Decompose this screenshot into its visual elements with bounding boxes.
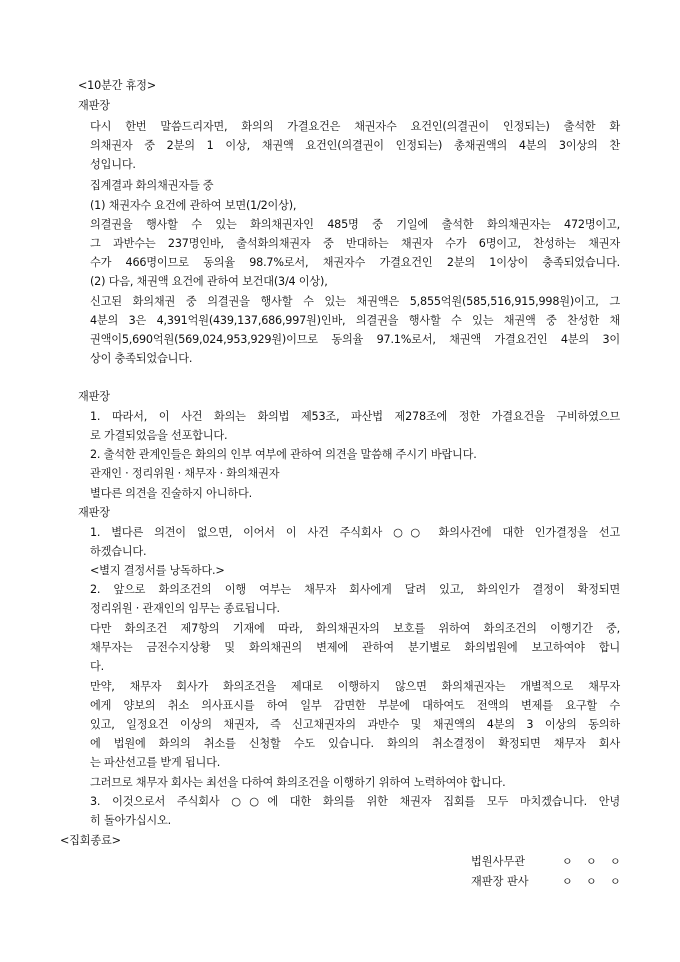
paragraph-line: 1. 별다른 의견이 없으면, 이어서 이 사건 주식회사 ○○ 화의사건에 대한 인가결정을 선고 (90, 526, 620, 539)
seal-mark: ㅇ (562, 855, 573, 868)
paragraph-line: 하겠습니다. (90, 545, 147, 558)
paragraph-line: 성입니다. (90, 158, 136, 171)
paragraph-line: 히 돌아가십시오. (90, 814, 171, 827)
paragraph-line: 그 과반수는 237명인바, 출석화의채권자 중 반대하는 채권자 수가 6명이고, 찬성하는 채권자 (90, 237, 620, 250)
seal-mark: ㅇ (610, 875, 621, 888)
paragraph-line: 2. 출석한 관계인들은 화의의 인부 여부에 관하여 의견을 말씀해 주시기 바랍니다. (90, 448, 477, 461)
paragraph-line: 있고, 일정요건 이상의 채권자, 즉 신고채권자의 과반수 및 채권액의 4분의 3 이상의 동의하 (90, 718, 620, 731)
speaker-label: 재판장 (78, 99, 110, 112)
speaker-label: 재판장 (78, 506, 110, 519)
paragraph-line: 는 파산선고를 받게 됩니다. (90, 756, 221, 769)
paragraph-line: 만약, 채무자 회사가 화의조건을 제대로 이행하지 않으면 화의채권자는 개별적으로 채무자 (90, 680, 620, 693)
paragraph-line: 신고된 화의채권 중 의결권을 행사할 수 있는 채권액은 5,855억원(585,516,915,998원)이고, 그 (90, 295, 620, 308)
paragraph-line: 다시 한번 말씀드리자면, 화의의 가결요건은 채권자수 요건인(의결권이 인정되는) 출석한 화 (90, 120, 620, 133)
speaker-label: 재판장 (78, 390, 110, 403)
paragraph-line: 에 법원에 화의의 취소를 신청할 수도 있습니다. 화의의 취소결정이 확정되면 채무자 회사 (90, 737, 620, 750)
signature-title-judge: 재판장 판사 (471, 875, 529, 888)
paragraph-line: 다. (90, 660, 104, 673)
paragraph-line: 집계결과 화의채권자들 중 (90, 179, 214, 192)
paragraph-line: 에게 양보의 취소 의사표시를 하여 일부 감면한 부분에 대하여도 전액의 변제를 요구할 수 (90, 699, 620, 712)
seal-mark: ㅇ (586, 875, 597, 888)
paragraph-line: 수가 466명이므로 동의율 98.7%로서, 채권자수 가결요건인 2분의 1이상이 충족되었습니다. (90, 256, 620, 269)
paragraph-line: 3. 이것으로서 주식회사 ○○에 대한 화의를 위한 채권자 집회를 모두 마치겠습니다. 안녕 (90, 795, 620, 808)
paragraph-line: 4분의 3은 4,391억원(439,137,686,997원)인바, 의결권을 행사할 수 있는 채권액 중 찬성한 채 (90, 314, 620, 327)
recess-note: <10분간 휴정> (78, 79, 156, 92)
seal-mark: ㅇ (610, 855, 621, 868)
paragraph-line: 다만 화의조건 제7항의 기재에 따라, 화의채권자의 보호를 위하여 화의조건의 이행기간 중, (90, 622, 620, 635)
paragraph-line: 의결권을 행사할 수 있는 화의채권자인 485명 중 기일에 출석한 화의채권자는 472명이고, (90, 218, 620, 231)
attendees-line: 관재인 · 정리위원 · 채무자 · 화의채권자 (90, 467, 280, 480)
paragraph-line: 별다른 의견을 진술하지 아니하다. (90, 487, 252, 500)
session-end-note: <집회종료> (60, 834, 121, 847)
reading-note: <별지 결정서를 낭독하다.> (90, 564, 225, 577)
seal-mark: ㅇ (562, 875, 573, 888)
paragraph-line: 상이 충족되었습니다. (90, 352, 193, 365)
section-heading: (2) 다음, 채권액 요건에 관하여 보건대(3/4 이상), (90, 275, 328, 288)
paragraph-line: 그러므로 채무자 회사는 최선을 다하여 화의조건을 이행하기 위하여 노력하여야 합니다. (90, 776, 506, 789)
paragraph-line: 의채권자 중 2분의 1 이상, 채권액 요건인(의결권이 인정되는) 총채권액의 4분의 3이상의 찬 (90, 139, 620, 152)
paragraph-line: 채무자는 금전수지상황 및 화의채권의 변제에 관하여 분기별로 화의법원에 보고하여야 합니 (90, 641, 620, 654)
paragraph-line: 정리위원 · 관재인의 임무는 종료됩니다. (90, 602, 280, 615)
signature-title-clerk: 법원사무관 (471, 855, 526, 868)
section-heading: (1) 채권자수 요건에 관하여 보면(1/2이상), (90, 199, 297, 212)
seal-mark: ㅇ (586, 855, 597, 868)
paragraph-line: 2. 앞으로 화의조건의 이행 여부는 채무자 회사에게 달려 있고, 화의인가 결정이 확정되면 (90, 583, 620, 596)
paragraph-line: 로 가결되었음을 선포합니다. (90, 429, 228, 442)
paragraph-line: 권액이5,690억원(569,024,953,929원)이므로 동의율 97.1%로서, 채권액 가결요건인 4분의 3이 (90, 333, 620, 346)
paragraph-line: 1. 따라서, 이 사건 화의는 화의법 제53조, 파산법 제278조에 정한 가결요건을 구비하였으므 (90, 410, 620, 423)
